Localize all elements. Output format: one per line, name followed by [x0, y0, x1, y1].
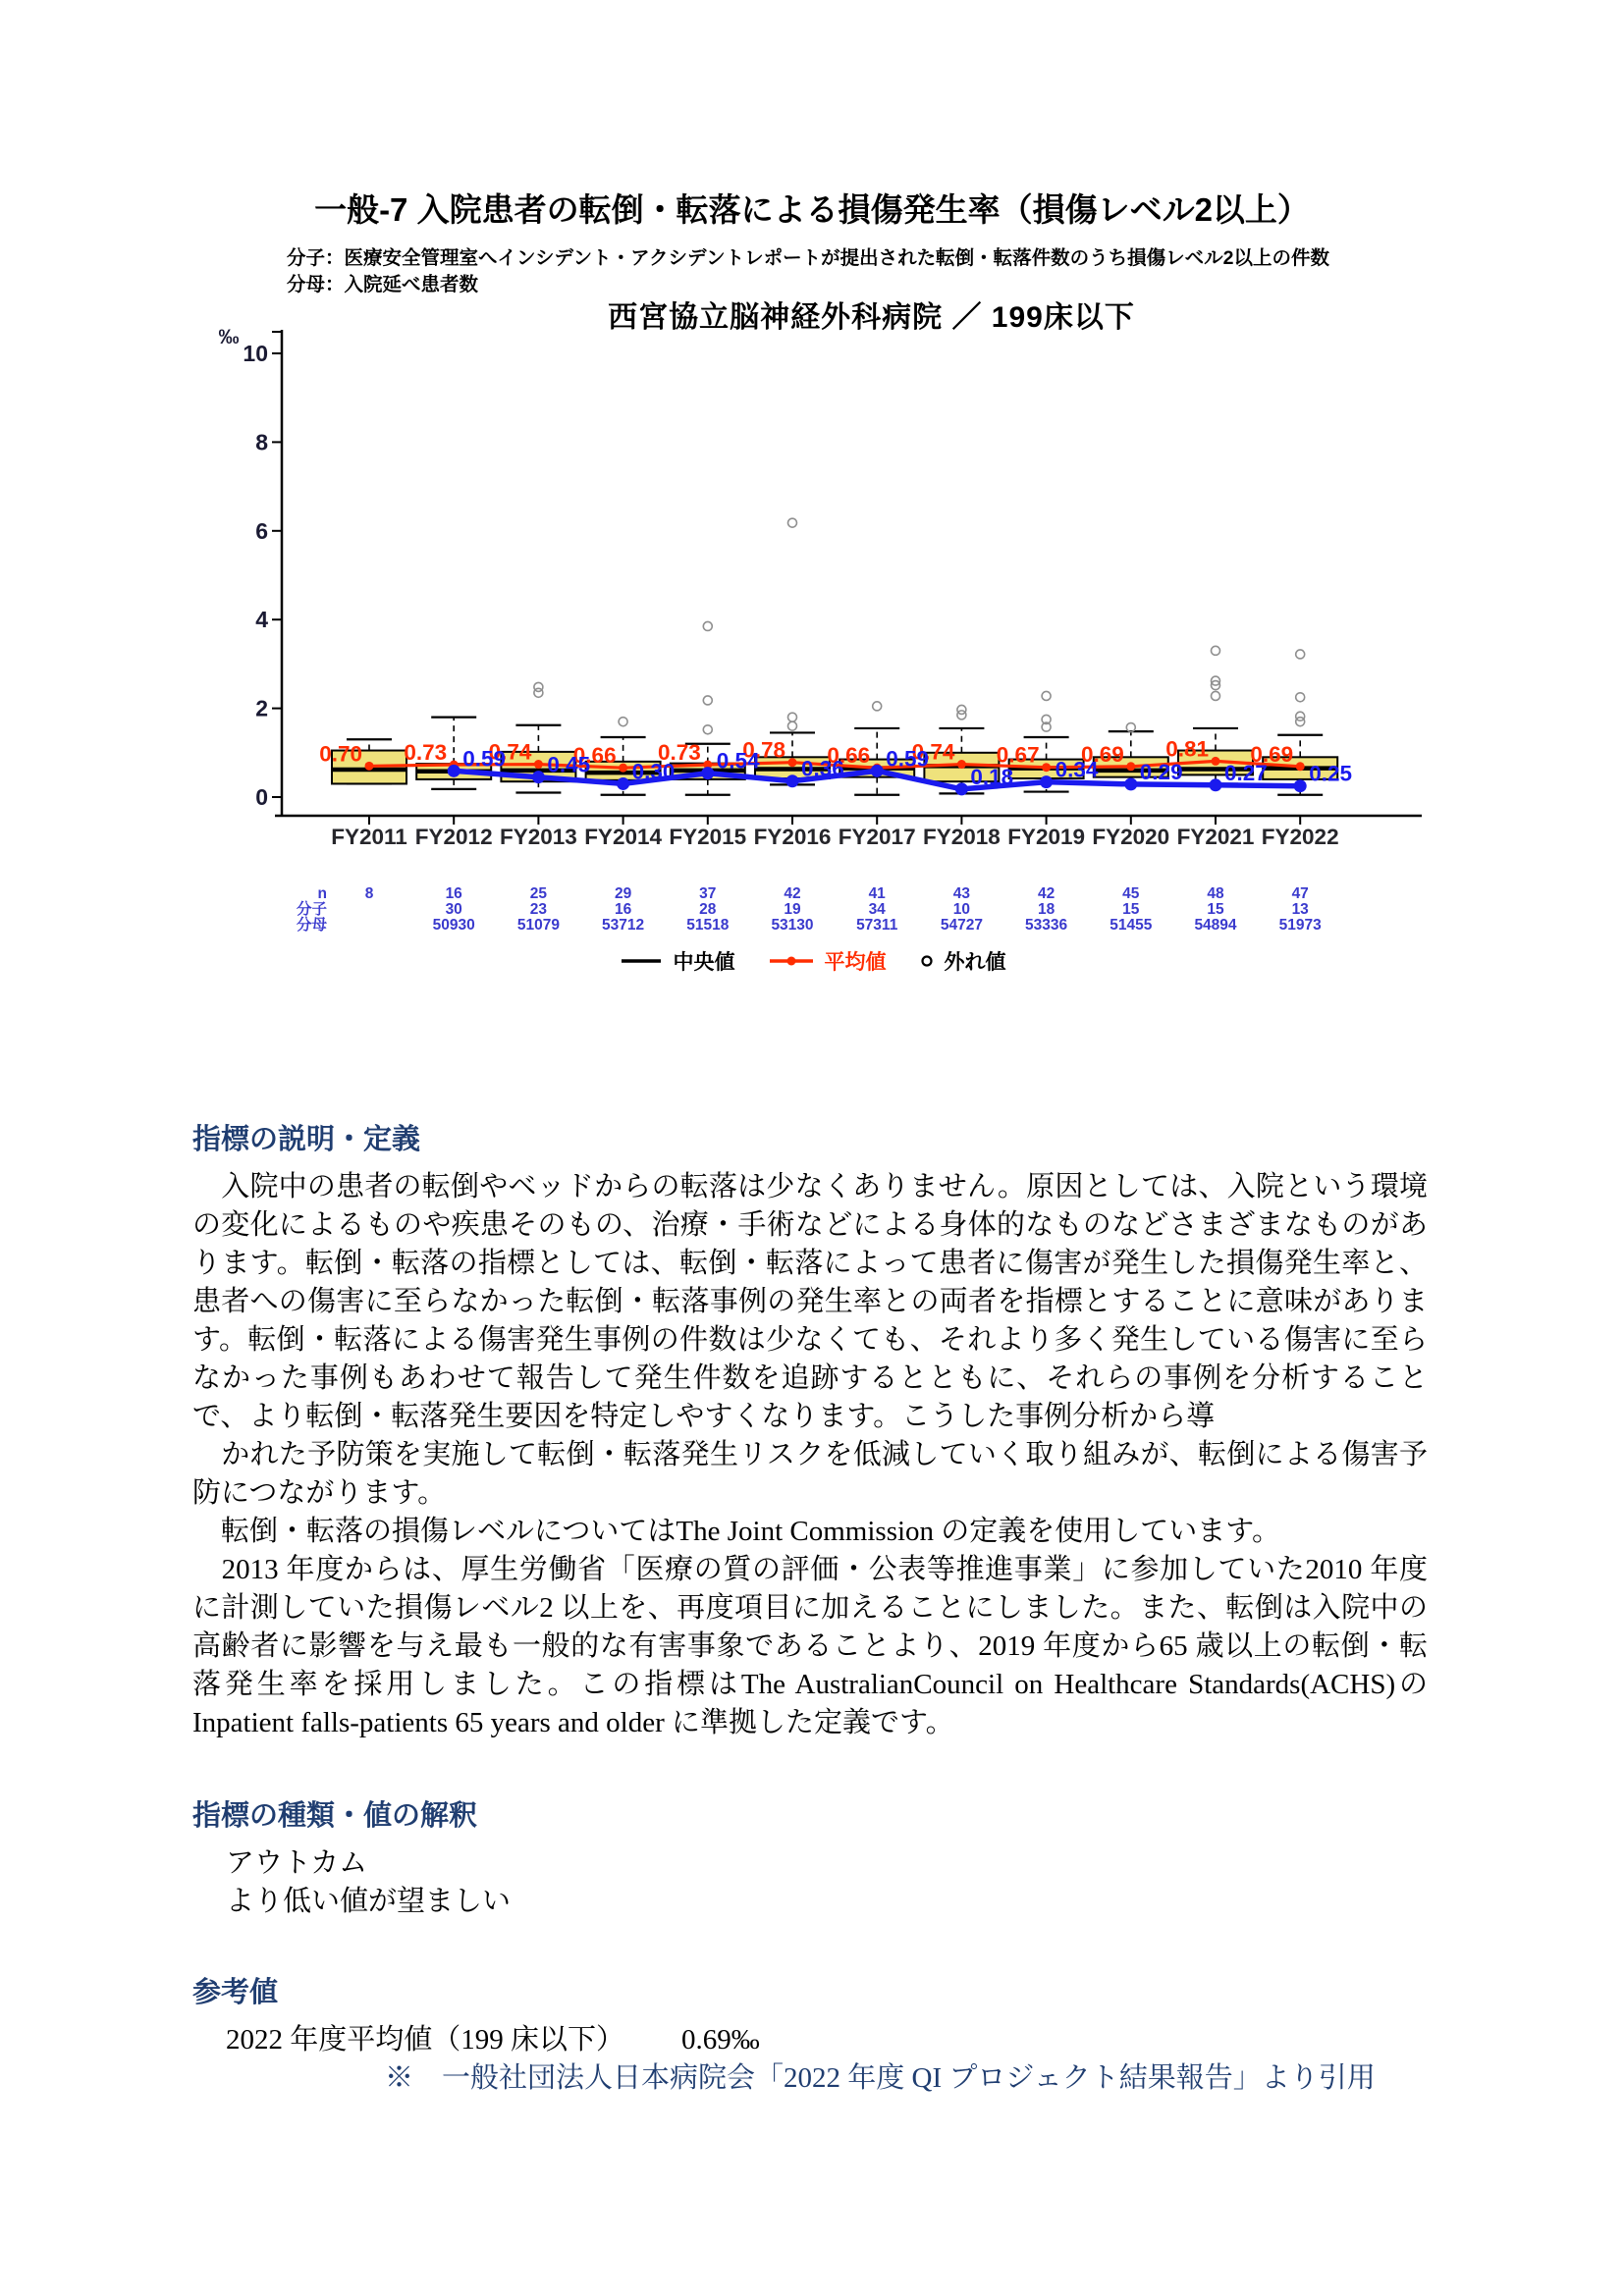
hospital-value-label: 0.59: [886, 746, 929, 772]
denominator-row-value: 54727: [940, 917, 983, 934]
legend-item-outlier: [920, 946, 1006, 976]
outlier-point: [788, 713, 797, 721]
y-tick-label: 4: [255, 607, 268, 633]
x-tick-label: FY2020: [1092, 825, 1170, 849]
n-row-value: 41: [868, 885, 886, 902]
outlier-point: [703, 725, 712, 734]
mean-value-label: 0.73: [404, 740, 448, 766]
x-tick-label: FY2021: [1176, 825, 1255, 849]
mean-point: [957, 760, 966, 769]
n-row-value: 42: [1037, 885, 1056, 902]
denominator-row-value: 51455: [1110, 917, 1153, 934]
hospital-point: [786, 774, 799, 787]
body-text-column: [192, 1121, 1428, 2098]
legend-outlier-label: 外れ値: [944, 951, 1006, 974]
legend-item-mean: [769, 946, 887, 976]
interpretation-line: より低い値が望ましい: [226, 1886, 512, 1917]
denominator-row-label: 分母: [296, 917, 327, 934]
page-title: 一般-7 入院患者の転倒・転落による損傷発生率（損傷レベル2以上）: [314, 191, 1310, 228]
hospital-value-label: 0.27: [1224, 760, 1268, 785]
outlier-point: [703, 621, 712, 630]
numerator-row-value: 34: [868, 901, 886, 918]
mean-point: [788, 758, 797, 767]
mean-value-label: 0.69: [1081, 741, 1124, 767]
hospital-point: [701, 767, 714, 779]
section-heading-reference: 参考値: [192, 1977, 279, 2008]
mean-value-label: 0.66: [572, 743, 617, 769]
hospital-value-label: 0.25: [1309, 761, 1352, 786]
numerator-row-value: 13: [1291, 901, 1309, 918]
hospital-value-label: 0.34: [1055, 757, 1099, 782]
definition-paragraph: 入院中の患者の転倒やベッドからの転落は少なくありません。原因としては、入院という環境の変化によるものや疾患そのもの、治療・手術などによる身体的なものなどさまざまなものがあります。転倒・転落の指標としては、転倒・転落によって患者に傷害が発生した損傷発生率と、患者への傷害に至らなかった転倒・転落事例の発生率との両者を指標とすることに意味があります。転倒・転落による傷害発生事例の件数は少なくても、それより多く発生している傷害に至らなかった事例もあわせて報告して発生件数を追跡するとともに、それらの事例を分析することで、より転倒・転落発生要因を特定しやすくなります。こうした事例分析から導: [192, 1171, 1428, 1432]
x-tick-label: FY2012: [414, 825, 493, 849]
y-tick-label: 2: [255, 695, 268, 721]
median-line-icon: [620, 956, 663, 966]
mean-value-label: 0.78: [742, 737, 785, 763]
hospital-point: [617, 777, 629, 790]
x-tick-label: FY2011: [331, 825, 407, 849]
outlier-point: [788, 518, 797, 527]
chart-legend: [201, 946, 1424, 976]
chart-title: 西宮協立脳神経外科病院 ／ 199床以下: [608, 301, 1135, 334]
mean-point: [365, 762, 374, 771]
outlier-point: [619, 718, 627, 726]
numerator-row-value: 30: [445, 901, 462, 918]
n-row-value: 8: [364, 885, 374, 902]
mean-value-label: 0.70: [319, 741, 362, 767]
numerator-row-value: 15: [1122, 901, 1140, 918]
reference-citation: ※ 一般社団法人日本病院会「2022 年度 QI プロジェクト結果報告」より引用: [385, 2062, 1376, 2094]
numerator-row-value: 18: [1037, 901, 1056, 918]
mean-point: [1042, 763, 1051, 772]
hospital-value-label: 0.45: [547, 752, 591, 777]
boxplot-chart: [201, 293, 1424, 1003]
reference-value-line: [192, 2021, 1428, 2059]
y-axis-unit-label: ‰: [218, 326, 240, 348]
denominator-row-value: 51079: [516, 917, 560, 934]
interpretation-line: アウトカム: [226, 1847, 368, 1879]
mean-value-label: 0.66: [827, 743, 871, 769]
y-tick-label: 0: [255, 784, 268, 810]
outlier-point: [1296, 650, 1305, 659]
hospital-point: [448, 765, 460, 777]
y-tick-label: 6: [255, 517, 268, 544]
legend-mean-label: 平均値: [824, 951, 887, 974]
numerator-row-value: 10: [952, 901, 971, 918]
denominator-row-value: 53130: [771, 917, 814, 934]
outlier-point: [534, 682, 543, 691]
numerator-row-value: 15: [1207, 901, 1224, 918]
mean-value-label: 0.74: [911, 739, 955, 765]
n-row-value: 47: [1291, 885, 1309, 902]
n-row-label: n: [317, 885, 327, 902]
denominator-row-value: 53712: [602, 917, 645, 934]
x-tick-label: FY2019: [1007, 825, 1086, 849]
hospital-point: [955, 782, 968, 795]
hospital-value-label: 0.36: [801, 756, 844, 781]
numerator-row-label: 分子: [296, 901, 327, 918]
mean-value-label: 0.73: [658, 740, 701, 766]
hospital-point: [1040, 775, 1053, 788]
mean-value-label: 0.74: [488, 739, 532, 765]
outlier-circle-icon: [920, 954, 934, 968]
numerator-definition: 分子：医療安全管理室へインシデント・アクシデントレポートが提出された転倒・転落件数のうち損傷レベル2以上の件数: [287, 247, 1329, 269]
hospital-value-label: 0.54: [716, 748, 760, 774]
numerator-row-value: 19: [784, 901, 801, 918]
outlier-point: [703, 696, 712, 705]
reference-average-label: 2022 年度平均値（199 床以下）: [226, 2024, 625, 2056]
n-row-value: 29: [614, 885, 632, 902]
definition-paragraph: 2013 年度からは、厚生労働省「医療の質の評価・公表等推進事業」に参加していた2010 年度に計測していた損傷レベル2 以上を、再度項目に加えることにしました。また、転倒は入院中の高齢者に影響を与え最も一般的な有害事象であることより、2019 年度から65 歳以上の転倒・転落発生率を採用しました。この指標はThe AustralianCouncil on Healthcare Standards(ACHS)のInpatient falls-patients 65 years and older に準拠した定義です。: [192, 1554, 1428, 1738]
definition-paragraph: 転倒・転落の損傷レベルについてはThe Joint Commission の定義を使用しています。: [192, 1516, 1280, 1547]
outlier-point: [1296, 693, 1305, 702]
hospital-value-label: 0.29: [1139, 759, 1183, 784]
outlier-point: [873, 702, 882, 711]
x-tick-label: FY2022: [1261, 825, 1339, 849]
hospital-point: [532, 771, 545, 783]
outlier-point: [1212, 646, 1220, 655]
denominator-row-value: 51518: [686, 917, 730, 934]
denominator-row-value: 53336: [1025, 917, 1068, 934]
n-row-value: 25: [529, 885, 548, 902]
x-tick-label: FY2015: [669, 825, 747, 849]
reference-average-value: 0.69‰: [681, 2024, 760, 2056]
x-tick-label: FY2018: [922, 825, 1001, 849]
denominator-definition: 分母：入院延べ患者数: [287, 274, 479, 295]
denominator-row-value: 50930: [432, 917, 475, 934]
hospital-value-label: 0.59: [462, 746, 506, 772]
hospital-point: [1294, 779, 1307, 792]
n-row-value: 16: [445, 885, 462, 902]
hospital-point: [871, 765, 884, 777]
hospital-point: [1210, 778, 1222, 791]
outlier-point: [957, 705, 966, 714]
denominator-row-value: 54894: [1194, 917, 1237, 934]
outlier-point: [1212, 691, 1220, 700]
n-row-value: 45: [1122, 885, 1140, 902]
numerator-row-value: 23: [529, 901, 548, 918]
indicator-definitions: [287, 245, 1329, 298]
legend-item-median: [620, 946, 735, 976]
hospital-point: [1124, 777, 1137, 790]
n-row-value: 42: [784, 885, 801, 902]
n-row-value: 48: [1207, 885, 1224, 902]
mean-point: [1212, 757, 1220, 766]
mean-point: [1296, 762, 1305, 771]
outlier-point: [788, 721, 797, 730]
section-heading-definition: 指標の説明・定義: [192, 1124, 421, 1155]
numerator-row-value: 28: [699, 901, 717, 918]
section-heading-interpretation: 指標の種類・値の解釈: [192, 1800, 478, 1832]
n-row-value: 43: [952, 885, 971, 902]
numerator-row-value: 16: [614, 901, 632, 918]
outlier-point: [1042, 691, 1051, 700]
denominator-row-value: 57311: [856, 917, 898, 934]
y-tick-label: 8: [255, 429, 268, 455]
mean-point: [1126, 762, 1135, 771]
definition-paragraph: かれた予防策を実施して転倒・転落発生リスクを低減していく取り組みが、転倒による傷害予防につながります。: [192, 1439, 1428, 1509]
y-tick-label: 10: [243, 341, 268, 366]
n-row-value: 37: [699, 885, 717, 902]
boxplot-chart-canvas: [201, 293, 1424, 1003]
mean-value-label: 0.81: [1165, 736, 1209, 762]
mean-point: [534, 760, 543, 769]
x-tick-label: FY2014: [584, 825, 663, 849]
x-tick-label: FY2016: [753, 825, 832, 849]
mean-point: [619, 764, 627, 773]
outlier-point: [1296, 712, 1305, 721]
denominator-row-value: 51973: [1278, 917, 1322, 934]
hospital-value-label: 0.18: [970, 764, 1014, 789]
mean-line-icon: [769, 955, 814, 967]
mean-value-label: 0.69: [1250, 741, 1294, 767]
mean-value-label: 0.67: [996, 742, 1040, 768]
legend-median-label: 中央値: [673, 951, 735, 974]
x-tick-label: FY2017: [838, 825, 916, 849]
hospital-value-label: 0.30: [631, 759, 676, 784]
x-tick-label: FY2013: [499, 825, 577, 849]
